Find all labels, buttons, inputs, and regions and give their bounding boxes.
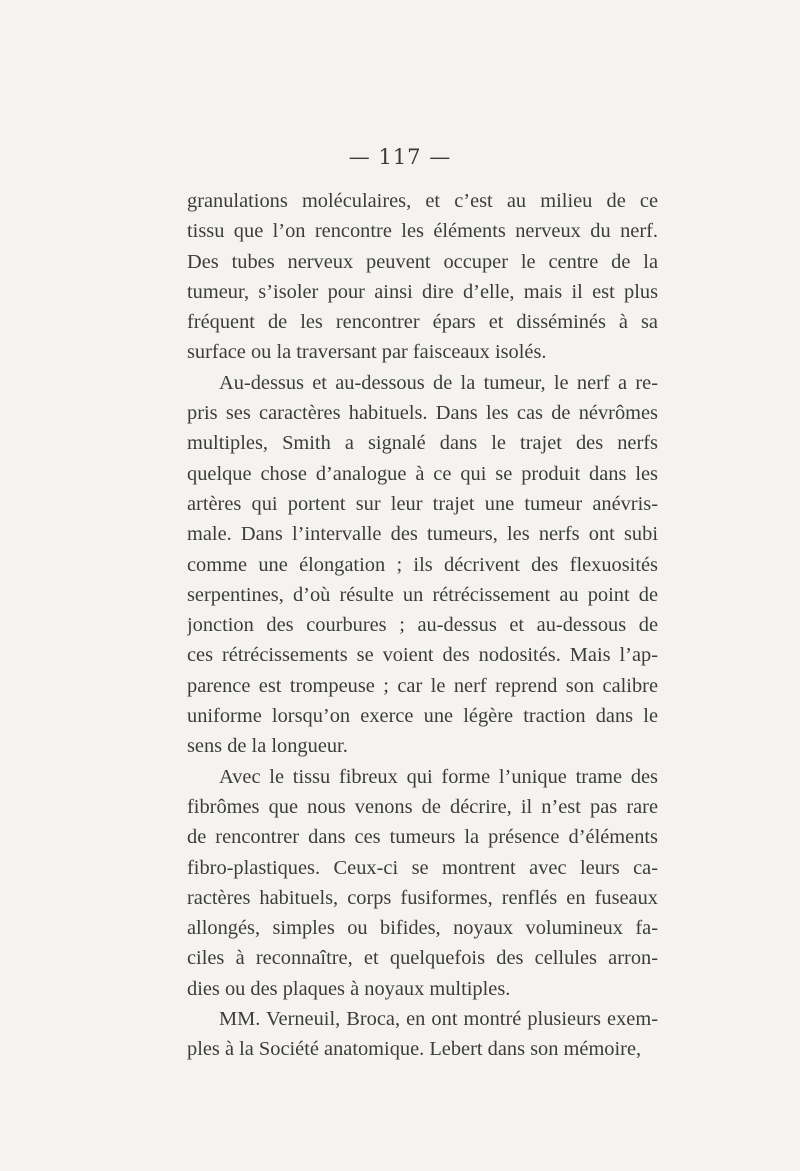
paragraph bbox=[187, 368, 658, 762]
text-line: quelque chose d’analogue à ce qui se produit dans les bbox=[187, 462, 658, 485]
text-line: serpentines, d’où résulte un rétrécissement au point de bbox=[187, 583, 658, 606]
text-line: surface ou la traversant par faisceaux isolés. bbox=[187, 341, 547, 364]
text-line: ractères habituels, corps fusiformes, renflés en fuseaux bbox=[187, 886, 658, 909]
text-line: fibro-plastiques. Ceux-ci se montrent avec leurs ca- bbox=[187, 856, 658, 879]
text-line: comme une élongation ; ils décrivent des flexuosités bbox=[187, 553, 658, 576]
text-line: fréquent de les rencontrer épars et disséminés à sa bbox=[187, 311, 658, 334]
text-line: dies ou des plaques à noyaux multiples. bbox=[187, 977, 511, 1000]
text-line: parence est trompeuse ; car le nerf reprend son calibre bbox=[187, 674, 658, 697]
text-line: allongés, simples ou bifides, noyaux volumineux fa- bbox=[187, 917, 658, 940]
text-line: MM. Verneuil, Broca, en ont montré plusieurs exem- bbox=[219, 1008, 658, 1031]
text-line: artères qui portent sur leur trajet une tumeur anévris- bbox=[187, 492, 658, 515]
text-line: tissu que l’on rencontre les éléments nerveux du nerf. bbox=[187, 220, 658, 243]
text-line: Des tubes nerveux peuvent occuper le centre de la bbox=[187, 250, 658, 273]
text-line: multiples, Smith a signalé dans le trajet des nerfs bbox=[187, 432, 658, 455]
text-line: pris ses caractères habituels. Dans les cas de névrômes bbox=[187, 402, 658, 425]
text-line: ciles à reconnaître, et quelquefois des cellules arron- bbox=[187, 947, 658, 970]
paragraph bbox=[187, 186, 658, 368]
text-line: jonction des courbures ; au-dessus et au-dessous de bbox=[187, 614, 658, 637]
text-line: ples à la Société anatomique. Lebert dans son mémoire, bbox=[187, 1038, 642, 1061]
paragraph bbox=[187, 762, 658, 1004]
text-line: Avec le tissu fibreux qui forme l’unique trame des bbox=[219, 765, 658, 788]
text-line: tumeur, s’isoler pour ainsi dire d’elle, mais il est plus bbox=[187, 280, 658, 303]
text-line: de rencontrer dans ces tumeurs la présence d’éléments bbox=[187, 826, 658, 849]
text-line: fibrômes que nous venons de décrire, il n’est pas rare bbox=[187, 795, 658, 818]
text-line: granulations moléculaires, et c’est au milieu de ce bbox=[187, 190, 658, 212]
text-line: male. Dans l’intervalle des tumeurs, les nerfs ont subi bbox=[187, 523, 658, 546]
page-number: — 117 — bbox=[348, 145, 452, 169]
text-line: Au-dessus et au-dessous de la tumeur, le nerf a re- bbox=[219, 371, 658, 394]
paragraph bbox=[187, 1004, 658, 1065]
text-line: ces rétrécissements se voient des nodosités. Mais l’ap- bbox=[187, 644, 658, 667]
text-line: uniforme lorsqu’on exerce une légère traction dans le bbox=[187, 705, 658, 728]
text-line: sens de la longueur. bbox=[187, 735, 348, 758]
body-text bbox=[187, 186, 658, 1065]
